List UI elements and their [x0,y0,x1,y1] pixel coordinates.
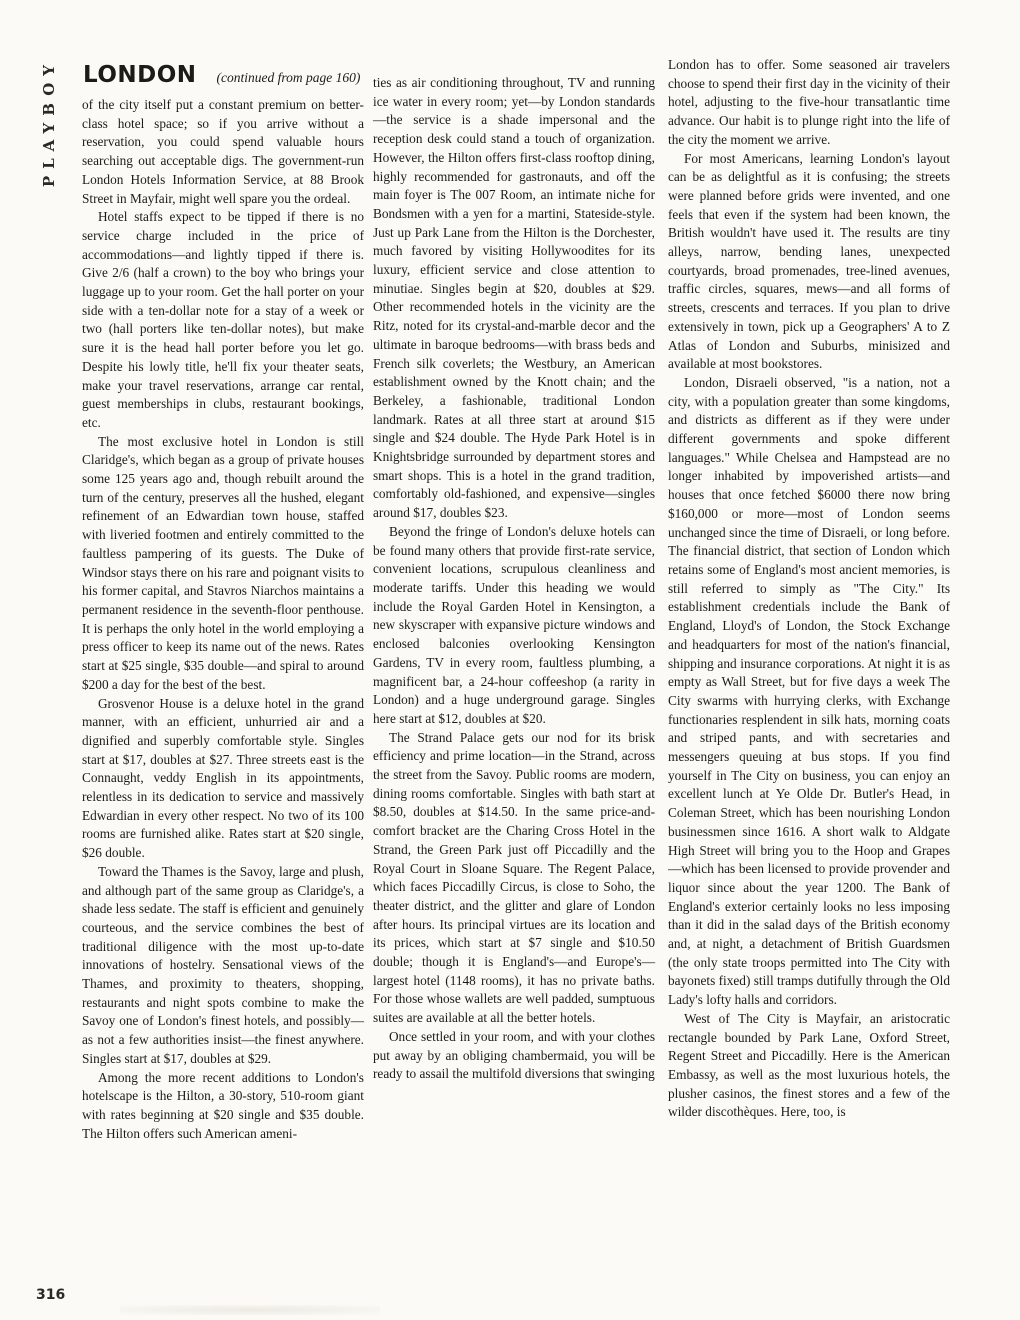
paragraph: Grosvenor House is a deluxe hotel in the grand manner, with an efficient, unhurried air and a dignified and superbly comfortable style. Singles start at $17, doubles at $27. Three streets east is the Connaught, veddy English in its appointments, relentless in its dedication to service and massively Edwardian in every other respect. No two of its 100 rooms are furnished alike. Rates start at $20 single, $26 double. [82,695,364,861]
section-heading [83,62,360,88]
article-column-3 [668,56,950,1122]
paragraph: Among the more recent additions to London's hotelscape is the Hilton, a 30-story, 510-room giant with rates beginning at $20 single and $35 double. The Hilton offers such American ameni- [82,1069,364,1141]
article-column-2 [373,74,655,1084]
paragraph: The Strand Palace gets our nod for its brisk efficiency and prime location—in the Strand, across the street from the Savoy. Public rooms are modern, dining rooms comfortable. Singles with bath start at $8.50, doubles at $14.50. In the same price-and-comfort bracket are the Charing Cross Hotel in the Strand, the Green Park just off Piccadilly and the Royal Court in Sloane Square. The Regent Palace, which faces Piccadilly Circus, is close to Soho, the theater district, and the glitter and glare of London after hours. Its principal virtues are its location and its prices, which start at $7 single and $10.50 double; though it is England's—and Europe's—largest hotel (1148 rooms), it has no private baths. For those whose wallets are well padded, sumptuous suites are available at all the better hotels. [373,729,655,1026]
continued-note: (continued from page 160) [216,70,361,85]
paragraph: Beyond the fringe of London's deluxe hotels can be found many others that provide first-rate service, convenient locations, scrupulous cleanliness and moderate tariffs. Under this heading we would include the Royal Garden Hotel in Kensington, a new skyscraper with expansive picture windows and enclosed balconies overlooking Kensington Gardens, TV in every room, faultless plumbing, a magnificent bar, a 24-hour coffeeshop (a rarity in London) and a huge underground garage. Singles here start at $12, doubles at $20. [373,523,655,726]
paragraph: London has to offer. Some seasoned air travelers choose to spend their first day in the vicinity of their hotel, adjusting to the five-hour transatlantic time advance. Our habit is to plunge right into the life of the city the moment we arrive. [668,57,950,147]
paragraph: Once settled in your room, and with your clothes put away by an obliging chambermaid, you will be ready to assail the multifold diversions that swinging [373,1028,655,1082]
paragraph: The most exclusive hotel in London is still Claridge's, which began as a group of private houses some 125 years ago and, though rebuilt around the turn of the century, preserves all the hushed, elegant refinement of an Edwardian town house, staffed with liveried footmen and entirely committed to the faultless pampering of its guests. The Duke of Windsor stays there on his rare and poignant visits to his former capital, and Stavros Niarchos maintains a permanent residence in the seventh-floor penthouse. It is perhaps the only hotel in the world employing a press officer to keep its name out of the news. Rates start at $25 single, $35 double—and spiral to around $200 a day for the best of the best. [82,433,364,692]
paragraph: West of The City is Mayfair, an aristocratic rectangle bounded by Park Lane, Oxford Street, Regent Street and Piccadilly. Here is the American Embassy, as well as the most luxurious hotels, the plusher casinos, the finest stores and a few of the wilder discothèques. Here, too, is [668,1010,950,1120]
paragraph: of the city itself put a constant premium on better-class hotel space; so if you arrive without a reservation, you could spend valuable hours searching out acceptable digs. The government-run London Hotels Information Service, at 88 Brook Street in Mayfair, might well spare you the ordeal. [82,97,364,206]
paragraph: ties as air conditioning throughout, TV and running ice water in every room; yet—by London standards—the service is a shade impersonal and the reception desk could stand a touch of organization. However, the Hilton offers first-class rooftop dining, highly recommended for gastronauts, and off the main foyer is The 007 Room, an intimate niche for Bondsmen with a yen for a martini, Stateside-style. Just up Park Lane from the Hilton is the Dorchester, much favored by visiting Hollywoodites for its luxury, efficient service and close attention to minutiae. Singles begin at $20, doubles at $29. Other recommended hotels in the vicinity are the Ritz, noted for its crystal-and-marble decor and the ultimate in baroque bedrooms—with brass beds and French silk coverlets; the Westbury, an American establishment owned by the Knott chain; and the Berkeley, a fashionable, traditional London landmark. Rates at all three start at around $15 single and $24 double. The Hyde Park Hotel is in Knightsbridge surrounded by department stores and smart shops. This is a hotel in the grand tradition, comfortably old-fashioned, and expensive—singles around $17, doubles $23. [373,75,655,521]
paragraph: For most Americans, learning London's layout can be as delightful as it is confusing; the streets were planned before grids were invented, and one feels that even if the system had been known, the British wouldn't have used it. The results are tiny alleys, narrow, bending lanes, unexpected courtyards, broad promenades, tree-lined avenues, traffic circles, squares, mews—and all forms of streets, crescents and terraces. If you plan to drive extensively in town, pick up a Geographers' A to Z Atlas of London and Suburbs, minisized and available at most bookstores. [668,150,950,372]
paragraph: Hotel staffs expect to be tipped if there is no service charge included in the price of accommodations—and lightly tipped if there is. Give 2/6 (half a crown) to the boy who brings your luggage up to your room. Get the hall porter on your side with a ten-dollar note for a stay of a week or two (hall porters like ten-dollar notes), but make sure it is the head hall porter before you let go. Despite his lowly title, he'll fix your theater seats, make your travel reservations, arrange car rental, guest memberships in clubs, restaurant bookings, etc. [82,209,364,430]
paragraph: London, Disraeli observed, "is a nation, not a city, with a population greater than some kingdoms, and districts as different as if they were under different governments and spoke different languages." While Chelsea and Hampstead are no longer inhabited by impoverished artists—and houses that once fetched $6000 there now bring $160,000 or more—most of London seems unchanged since the time of Disraeli, or long before. The financial district, that section of London which retains some of England's most ancient memories, is still referred to simply as "The City." Its establishment credentials include the Bank of England, Lloyd's of London, the Stock Exchange and headquarters for most of the nation's financial, shipping and insurance corporations. At night it is as empty as Wall Street, but for five days a week The City swarms with hurrying clerks, with Exchange functionaries resplendent in silk hats, morning coats and striped pants, and with secretaries and messengers queuing at bus stops. If you find yourself in The City on business, you can enjoy an excellent lunch at Ye Olde Dr. Butler's Head, in Coleman Street, which has been nourishing London businessmen since 1616. A short walk to Aldgate High Street will bring you to the Hoop and Grapes—which has been licensed to provide provender and liquor since about the year 1200. The Bank of England's exterior certainly looks no less imposing than it did in the salad days of the British economy and, at night, a detachment of British Guardsmen (the only state troops permitted into The City with bayonets fixed) still tramps dutifully through the Old Lady's lofty halls and corridors. [668,374,950,1008]
magazine-name: PLAYBOY [40,58,58,188]
page-stain [120,1305,380,1315]
paragraph: Toward the Thames is the Savoy, large and plush, and although part of the same group as Claridge's, a shade less sedate. The staff is efficient and genuinely courteous, and the service combines the best of traditional diligence with the most up-to-date innovations of hostelry. Sensational views of the Thames, and proximity to theaters, shopping, restaurants and night spots combine to make the Savoy one of London's finest hotels, and possibly—as not a few authorities insist—the finest anywhere. Singles start at $17, doubles at $29. [82,863,364,1066]
section-title: LONDON [83,62,197,88]
article-column-1 [82,96,364,1143]
page-number: 316 [36,1287,66,1303]
